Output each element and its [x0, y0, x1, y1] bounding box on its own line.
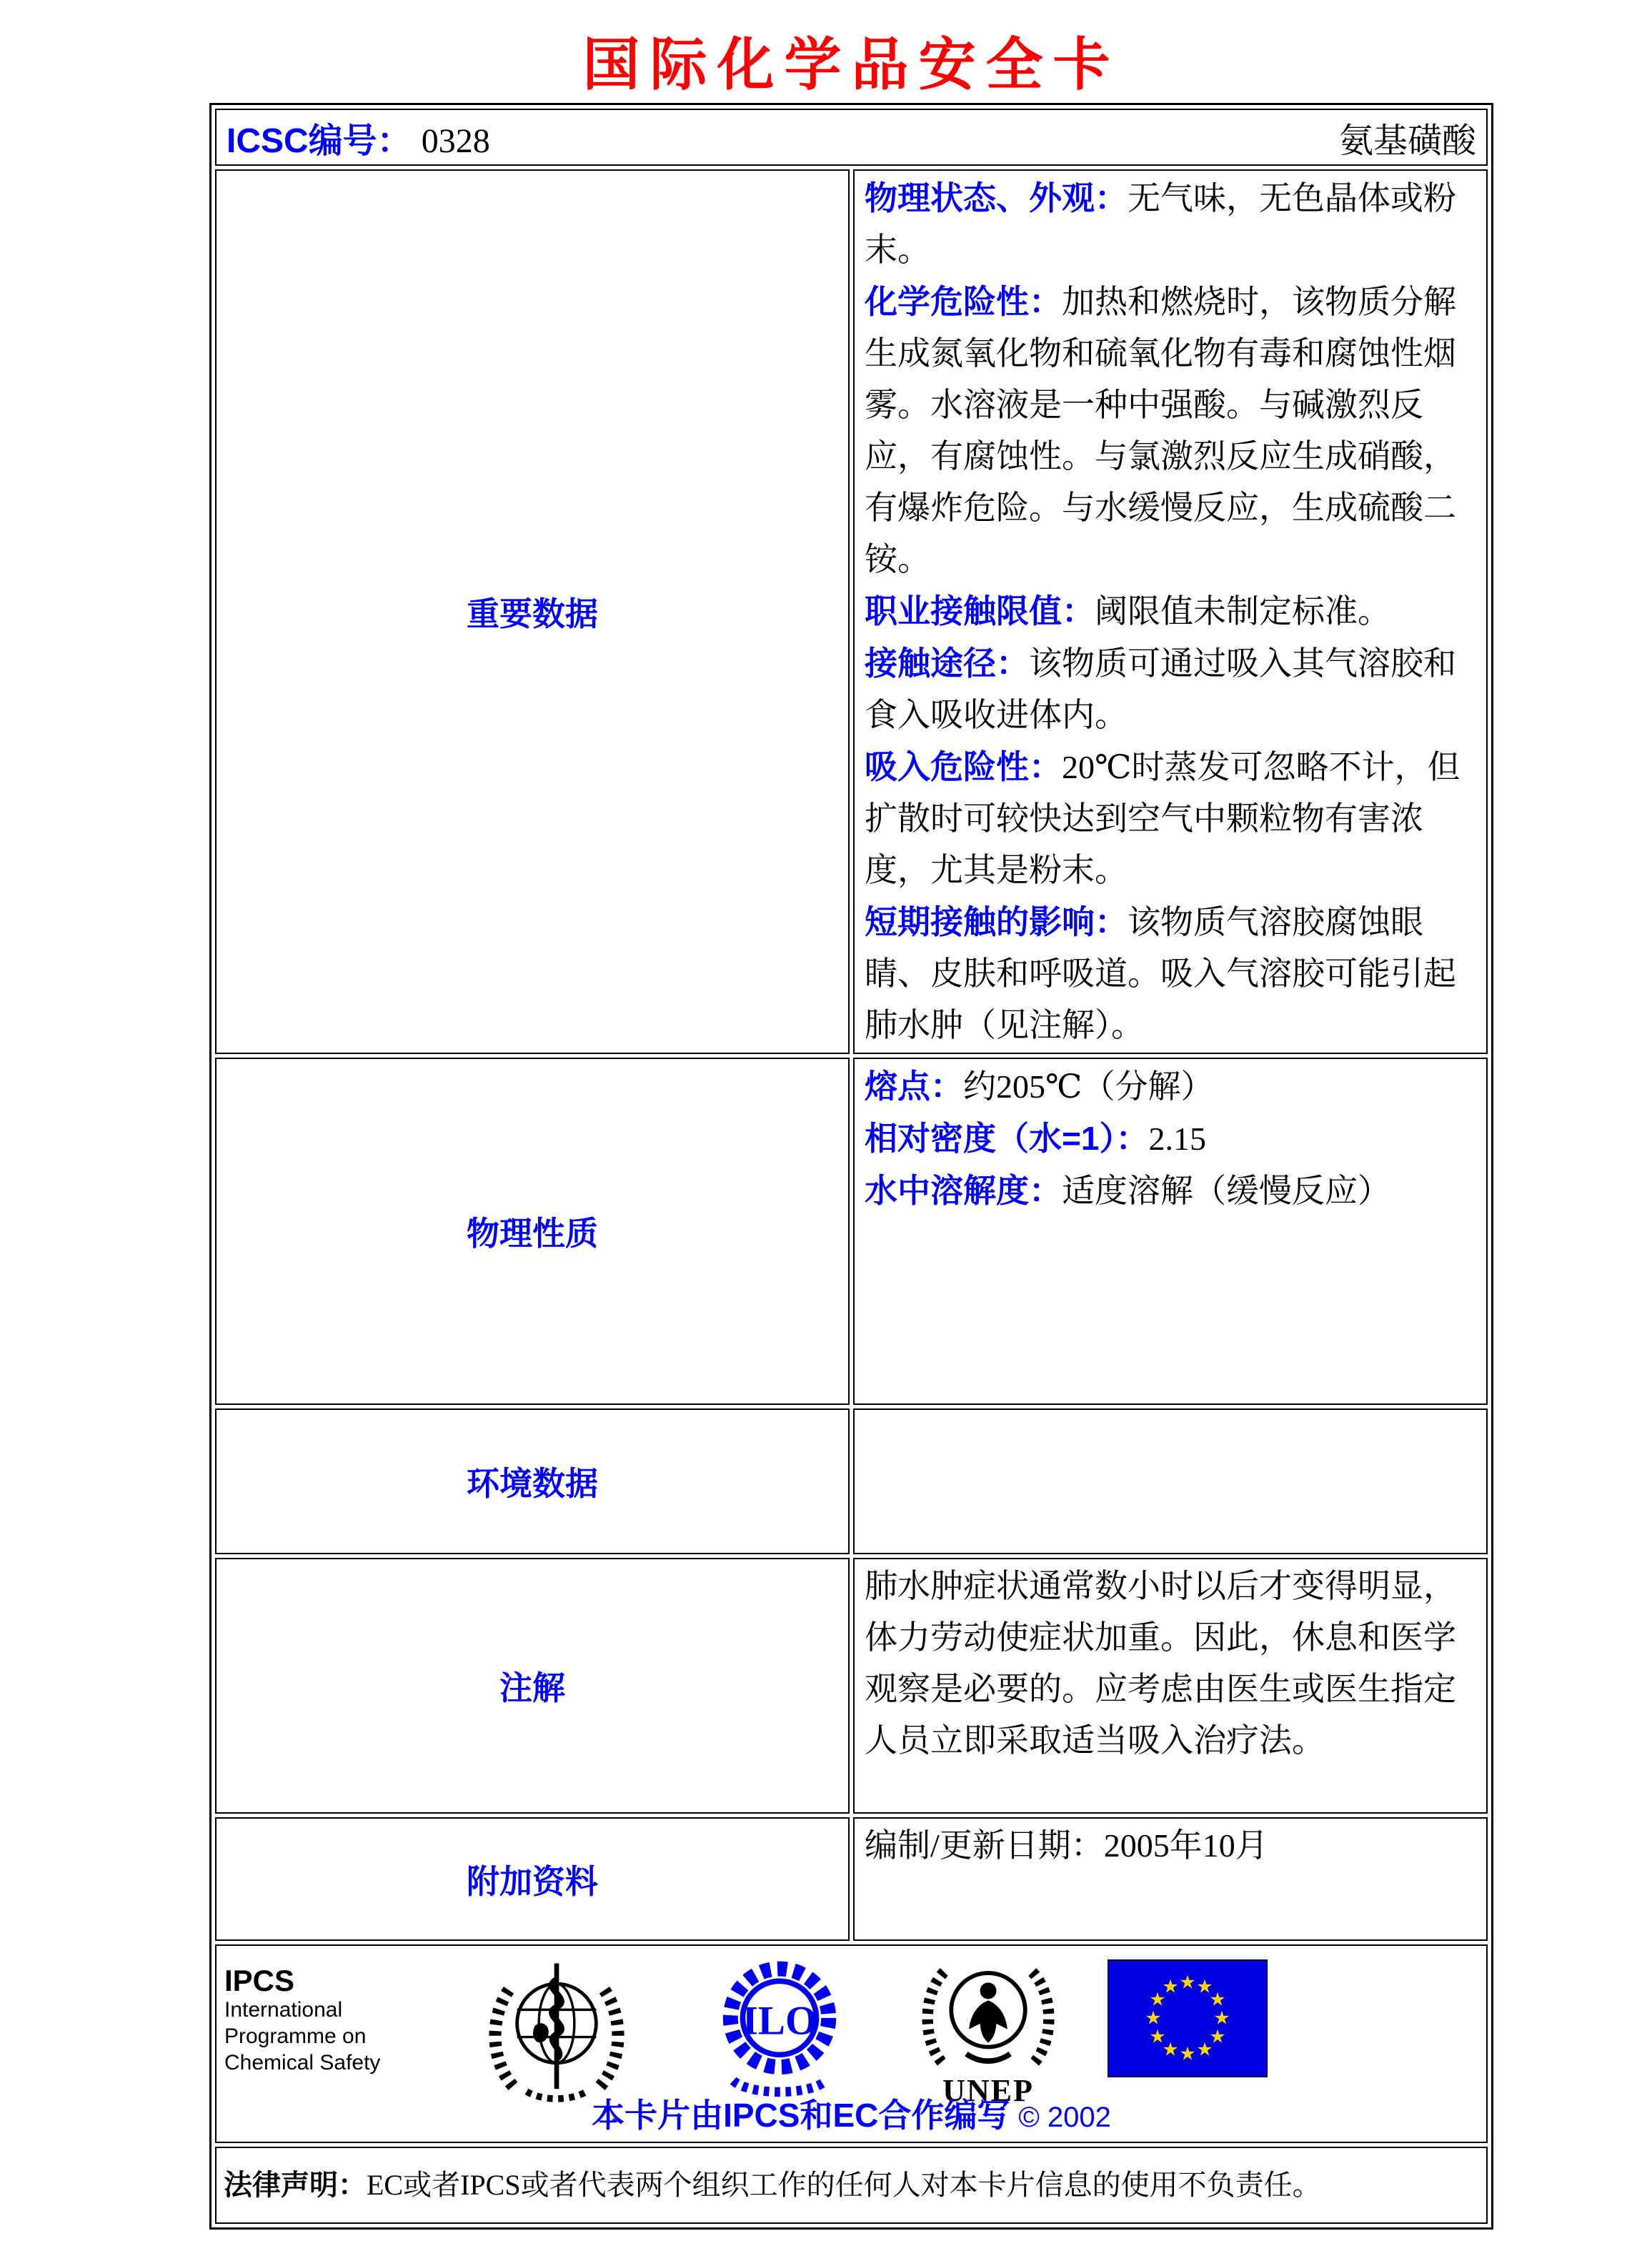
- credit-line: [217, 2089, 1486, 2137]
- section-label-important-data: 重要数据: [215, 169, 850, 1054]
- field-label: 熔点：: [865, 1068, 963, 1105]
- field-value: 2.15: [1148, 1120, 1206, 1157]
- field-value: 该物质可通过吸入其气溶胶和食入吸收进体内。: [865, 645, 1456, 733]
- field-label: 职业接触限值：: [865, 592, 1095, 630]
- credit-text: 本卡片由IPCS和EC合作编写: [592, 2097, 1010, 2134]
- field-value: 加热和燃烧时，该物质分解生成氮氧化物和硫氧化物有毒和腐蚀性烟雾。水溶液是一种中强酸。与碱激烈反应，有腐蚀性。与氯激烈反应生成硝酸，有爆炸危险。与水缓慢反应，生成硫酸二铵。: [865, 284, 1456, 577]
- who-logo-icon: [474, 1955, 639, 2109]
- field-value: 无气味，无色晶体或粉末。: [865, 180, 1456, 268]
- who-logo-svg: [474, 1955, 639, 2105]
- legal-notice-row: [215, 2147, 1488, 2224]
- card-header-row: [215, 109, 1488, 166]
- unep-label: UNEP: [942, 2073, 1034, 2108]
- eu-flag-icon: [1108, 1955, 1268, 2081]
- field-value: 阈限值未制定标准。: [1095, 593, 1390, 630]
- ipcs-title: IPCS: [224, 1964, 295, 1997]
- important-data-item: [865, 276, 1476, 585]
- eu-flag-svg: [1108, 1959, 1268, 2077]
- important-data-item: [865, 741, 1476, 896]
- ipcs-subtitle-line3: Chemical Safety: [224, 2051, 381, 2074]
- unep-logo-svg: [906, 1955, 1070, 2073]
- field-label: 相对密度（水=1）：: [865, 1120, 1149, 1157]
- important-data-item: [865, 896, 1476, 1051]
- icsc-number-label: ICSC编号：: [227, 121, 412, 160]
- physical-properties-content: [853, 1058, 1488, 1405]
- ilo-monogram: ILO: [742, 1998, 817, 2044]
- svg-text:★: ★: [1209, 1989, 1226, 2011]
- chemical-name: 氨基磺酸: [1338, 121, 1476, 160]
- section-label-additional-info: 附加资料: [215, 1817, 850, 1941]
- section-label-physical-properties: 物理性质: [215, 1058, 850, 1405]
- important-data-item: [865, 585, 1476, 637]
- ipcs-text-block: [224, 1955, 403, 2076]
- notes-content: [853, 1558, 1488, 1814]
- legal-text: EC或者IPCS或者代表两个组织工作的任何人对本卡片信息的使用不负责任。: [367, 2169, 1321, 2201]
- environmental-data-content: [853, 1408, 1488, 1554]
- field-label: 物理状态、外观：: [865, 179, 1128, 217]
- page-title: 国际化学品安全卡: [582, 33, 1120, 96]
- field-value: 适度溶解（缓慢反应）: [1062, 1173, 1390, 1209]
- physical-property-item: [865, 1165, 1476, 1217]
- icsc-number-group: [227, 113, 490, 162]
- credit-copyright: © 2002: [1018, 2102, 1111, 2133]
- field-label: 吸入危险性：: [865, 748, 1062, 785]
- svg-text:★: ★: [1179, 1972, 1196, 1994]
- ilo-logo-icon: [697, 1955, 862, 2109]
- field-label: 化学危险性：: [865, 283, 1062, 320]
- logos-row: [215, 1944, 1488, 2143]
- legal-label: 法律声明：: [224, 2170, 367, 2201]
- svg-text:★: ★: [1196, 2039, 1213, 2061]
- svg-text:★: ★: [1179, 2043, 1196, 2065]
- ipcs-subtitle-line1: International: [224, 1998, 343, 2022]
- notes-text: 肺水肿症状通常数小时以后才变得明显，体力劳动使症状加重。因此，休息和医学观察是必要的。应考虑由医生或医生指定人员立即采取适当吸入治疗法。: [865, 1568, 1456, 1759]
- svg-text:★: ★: [1149, 2026, 1166, 2048]
- svg-text:★: ★: [1149, 1989, 1166, 2011]
- important-data-item: [865, 637, 1476, 741]
- important-data-item: [865, 172, 1476, 276]
- unep-logo-icon: [906, 1955, 1070, 2108]
- field-label: 接触途径：: [865, 645, 1029, 682]
- section-label-environmental-data: 环境数据: [215, 1408, 850, 1554]
- field-value: 20℃时蒸发可忽略不计，但扩散时可较快达到空气中颗粒物有害浓度，尤其是粉末。: [865, 749, 1461, 888]
- additional-info-content: [853, 1817, 1488, 1941]
- icsc-card-table: [209, 103, 1493, 2230]
- additional-info-text: 编制/更新日期：2005年10月: [865, 1827, 1268, 1864]
- physical-property-item: [865, 1113, 1476, 1165]
- ilo-logo-svg: [697, 1955, 862, 2105]
- field-label: 短期接触的影响：: [865, 903, 1128, 940]
- svg-text:★: ★: [1213, 2007, 1230, 2029]
- svg-text:★: ★: [1145, 2007, 1162, 2029]
- field-value: 该物质气溶胶腐蚀眼睛、皮肤和呼吸道。吸入气溶胶可能引起肺水肿（见注解）。: [865, 904, 1456, 1043]
- icsc-number-value: 0328: [421, 121, 490, 160]
- field-label: 水中溶解度：: [865, 1172, 1062, 1209]
- field-value: 约205℃（分解）: [963, 1068, 1214, 1105]
- physical-property-item: [865, 1060, 1476, 1113]
- svg-text:★: ★: [1196, 1976, 1213, 1998]
- ipcs-subtitle-line2: Programme on: [224, 2024, 367, 2048]
- section-label-notes: 注解: [215, 1558, 850, 1814]
- important-data-content: [853, 169, 1488, 1054]
- svg-text:★: ★: [1162, 2039, 1179, 2061]
- svg-text:★: ★: [1162, 1976, 1179, 1998]
- svg-text:★: ★: [1209, 2026, 1226, 2048]
